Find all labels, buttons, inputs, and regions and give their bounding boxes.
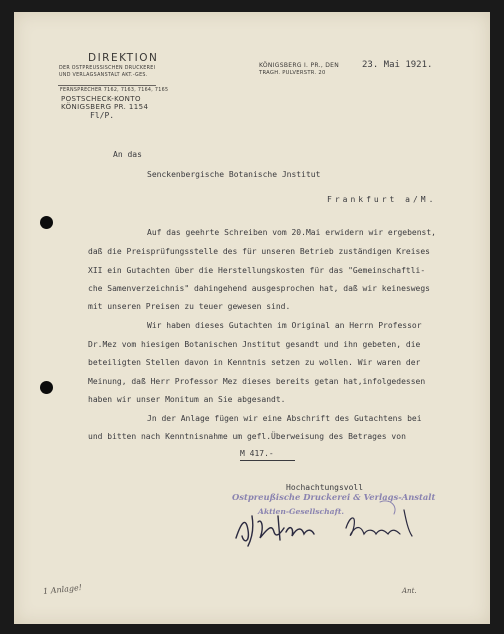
letterhead-address-1: KÖNIGSBERG I. PR., DEN — [259, 62, 340, 69]
amount-due: M 417.- — [240, 449, 274, 458]
body-line: beteiligten Stellen davon in Kenntnis setzen zu wollen. Wir waren der — [88, 358, 421, 367]
letter-date: 23. Mai 1921. — [362, 60, 433, 70]
recipient-institution: Senckenbergische Botanische Jnstitut — [147, 170, 321, 179]
pencil-note-corner: Ant. — [402, 587, 417, 595]
letterhead-address-2: TRAGH. PULVERSTR. 20 — [259, 70, 326, 76]
company-stamp-line-1: Ostpreußische Druckerei & Verlags-Anstalt — [232, 492, 436, 502]
punch-hole-bottom — [40, 381, 53, 394]
body-line: und bitten nach Kenntnisnahme um gefl.Überweisung des Betrages von — [88, 432, 406, 441]
punch-hole-top — [40, 216, 53, 229]
company-stamp-line-2: Aktien-Gesellschaft. — [258, 507, 345, 516]
letterhead-rule — [58, 85, 156, 86]
body-line: daß die Preisprüfungsstelle des für unseren Betrieb zuständigen Kreises — [88, 247, 430, 256]
body-line: che Samenverzeichnis" dahingehend ausgesprochen hat, daß wir keineswegs — [88, 284, 430, 293]
letterhead-postscheck-2: KÖNIGSBERG PR. 1154 — [61, 103, 149, 111]
letterhead-phones: FERNSPRECHER 7162, 7163, 7164, 7165 — [60, 88, 169, 93]
body-line: Meinung, daß Herr Professor Mez dieses bereits getan hat,infolgedessen — [88, 377, 426, 386]
reference-mark: Fl/P. — [90, 111, 115, 120]
body-line: haben wir unser Monitum an Sie abgesandt. — [88, 395, 286, 404]
body-line: Dr.Mez vom hiesigen Botanischen Jnstitut gesandt und ihn gebeten, die — [88, 340, 421, 349]
body-line: Auf das geehrte Schreiben vom 20.Mai erwidern wir ergebenst, — [147, 228, 436, 237]
body-line: XII ein Gutachten über die Herstellungskosten für das "Gemeinschaftli- — [88, 266, 426, 275]
closing-greeting: Hochachtungsvoll — [286, 483, 364, 492]
body-line: mit unseren Preisen zu teuer gewesen sind. — [88, 302, 291, 311]
amount-underline — [240, 460, 295, 461]
handwritten-signatures — [228, 498, 428, 550]
body-line: Jn der Anlage fügen wir eine Abschrift des Gutachtens bei — [147, 414, 422, 423]
body-line: Wir haben dieses Gutachten im Original an Herrn Professor — [147, 321, 422, 330]
letterhead-subtitle-2: UND VERLAGSANSTALT AKT.-GES. — [59, 73, 148, 78]
recipient-salutation: An das — [113, 150, 142, 159]
letterhead-postscheck-1: POSTSCHECK-KONTO — [61, 95, 141, 103]
letterhead-subtitle-1: DER OSTPREUSSISCHEN DRUCKEREI — [59, 66, 156, 71]
recipient-city: Frankfurt a/M. — [327, 195, 437, 204]
letterhead-title: DIREKTION — [88, 52, 159, 64]
pencil-note-enclosure: 1 Anlage! — [42, 582, 83, 597]
